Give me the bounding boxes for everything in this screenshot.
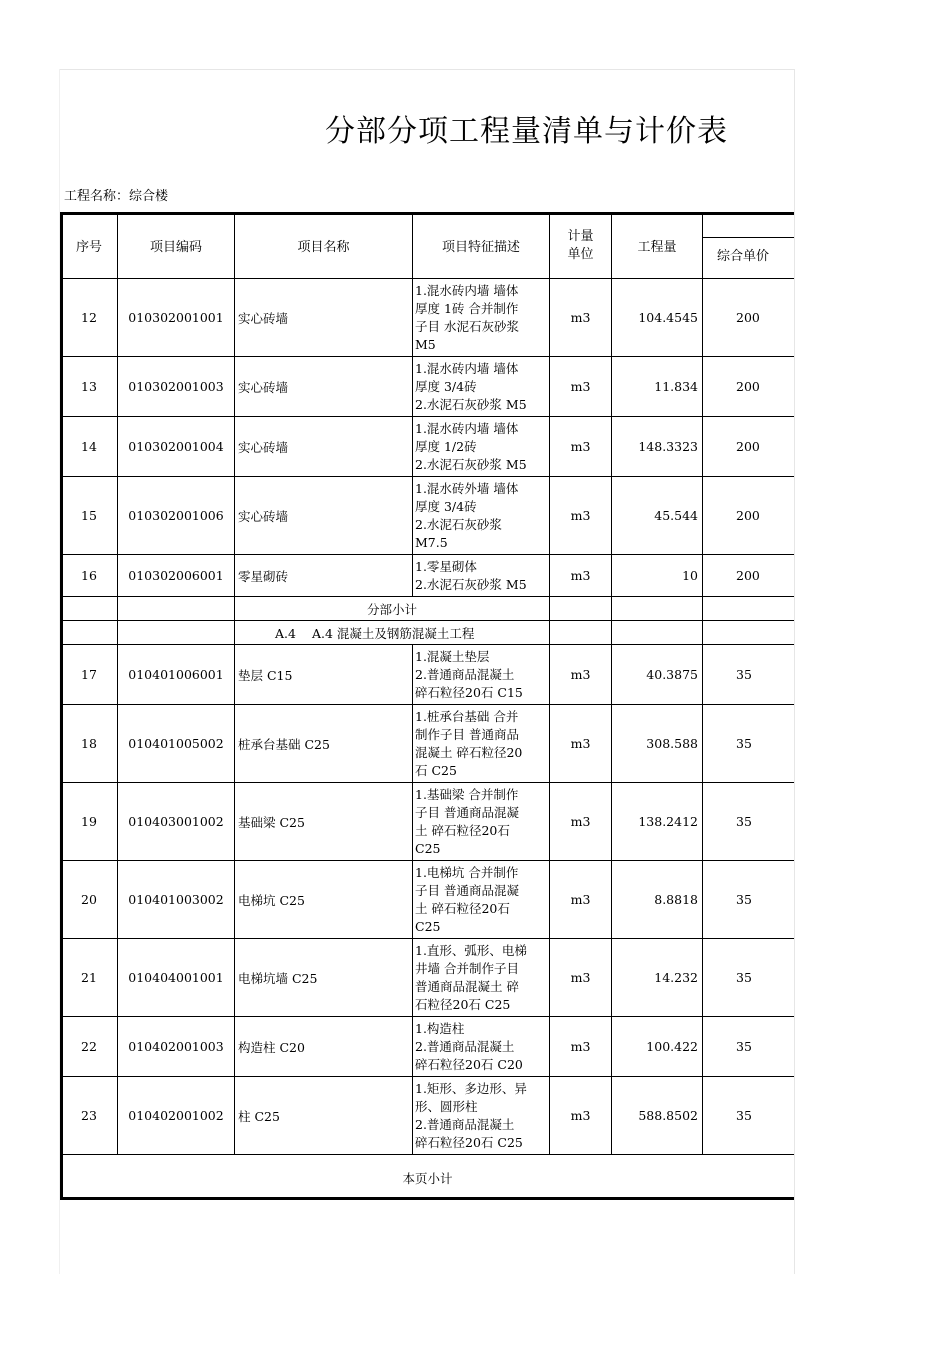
header-code: 项目编码 (118, 213, 235, 279)
bill-table-container (60, 212, 794, 1200)
cell-qty: 100.422 (612, 1017, 703, 1077)
cell-desc-line: 厚度 3/4砖 (415, 378, 477, 394)
cell-desc-line: 1.矩形、多边形、异 (415, 1080, 527, 1096)
cell-desc-line: 厚度 3/4砖 (415, 498, 477, 514)
cell-code: 010402001003 (118, 1017, 235, 1077)
cell-unit: m3 (550, 1017, 612, 1077)
cell-desc (413, 783, 550, 861)
cell-code: 010302006001 (118, 555, 235, 597)
cell-desc-line: 土 碎石粒径20石 (415, 822, 510, 838)
cell-code: 010401006001 (118, 645, 235, 705)
cell-desc-line: 1.直形、弧形、电梯 (415, 942, 527, 958)
table-row (61, 645, 795, 705)
cell-price: 200 (703, 279, 795, 357)
cell-seq: 18 (61, 705, 118, 783)
cell-seq: 20 (61, 861, 118, 939)
cell-desc-line: 1.零星砌体 (415, 558, 477, 574)
cell-qty: 138.2412 (612, 783, 703, 861)
cell-desc-line: 1.混水砖外墙 墙体 (415, 480, 519, 496)
cell-empty (118, 597, 235, 621)
header-unit-line2: 单位 (567, 246, 594, 262)
cell-desc-line: 2.水泥石灰砂浆 M5 (415, 576, 527, 592)
table-row (61, 279, 795, 357)
cell-code: 010402001002 (118, 1077, 235, 1155)
cell-desc-line: 碎石粒径20石 C25 (415, 1134, 523, 1150)
section-code: A.4 (275, 625, 296, 641)
cell-unit: m3 (550, 279, 612, 357)
cell-qty: 11.834 (612, 357, 703, 417)
cell-code: 010302001006 (118, 477, 235, 555)
cell-name: 实心砖墙 (235, 357, 413, 417)
cell-qty: 148.3323 (612, 417, 703, 477)
page-title: 分部分项工程量清单与计价表 (325, 114, 728, 149)
cell-desc-line: 1.混水砖内墙 墙体 (415, 360, 519, 376)
table-row (61, 783, 795, 861)
cell-name: 实心砖墙 (235, 279, 413, 357)
cell-qty: 45.544 (612, 477, 703, 555)
cell-unit: m3 (550, 645, 612, 705)
cell-desc-line: C25 (415, 918, 441, 934)
cell-name: 桩承台基础 C25 (235, 705, 413, 783)
cell-unit: m3 (550, 783, 612, 861)
section-heading-row (61, 621, 795, 645)
cell-code: 010401003002 (118, 861, 235, 939)
cell-qty: 104.4545 (612, 279, 703, 357)
table-row (61, 555, 795, 597)
table-row (61, 861, 795, 939)
bill-table (60, 212, 794, 1199)
cell-name: 构造柱 C20 (235, 1017, 413, 1077)
cell-name: 实心砖墙 (235, 477, 413, 555)
cell-desc-line: 2.普通商品混凝土 (415, 1038, 515, 1054)
cell-desc-line: 碎石粒径20石 C20 (415, 1056, 523, 1072)
cell-price: 35 (703, 783, 795, 861)
cell-empty (703, 621, 795, 645)
cell-desc-line: 厚度 1砖 合并制作 (415, 300, 519, 316)
cell-price: 200 (703, 357, 795, 417)
cell-price: 35 (703, 1077, 795, 1155)
cell-desc (413, 1017, 550, 1077)
page-subtotal-label: 本页小计 (61, 1155, 795, 1199)
cell-code: 010403001002 (118, 783, 235, 861)
cell-seq: 23 (61, 1077, 118, 1155)
cell-desc-line: 1.混凝土垫层 (415, 648, 490, 664)
header-price-cell (703, 213, 795, 279)
cell-seq: 12 (61, 279, 118, 357)
cell-empty (61, 621, 118, 645)
cell-empty (703, 597, 795, 621)
cell-desc (413, 705, 550, 783)
cell-seq: 17 (61, 645, 118, 705)
cell-desc-line: 1.混水砖内墙 墙体 (415, 420, 519, 436)
cell-qty: 40.3875 (612, 645, 703, 705)
cell-unit: m3 (550, 1077, 612, 1155)
cell-desc-line: 制作子目 普通商品 (415, 726, 519, 742)
section-subtotal-row (61, 597, 795, 621)
table-row (61, 357, 795, 417)
cell-empty (612, 621, 703, 645)
cell-price: 35 (703, 705, 795, 783)
cell-desc-line: 1.基础梁 合并制作 (415, 786, 519, 802)
cell-desc-line: 1.混水砖内墙 墙体 (415, 282, 519, 298)
cell-code: 010401005002 (118, 705, 235, 783)
cell-desc-line: 2.普通商品混凝土 (415, 666, 515, 682)
table-row (61, 939, 795, 1017)
cell-qty: 588.8502 (612, 1077, 703, 1155)
cell-name: 电梯坑 C25 (235, 861, 413, 939)
cell-desc-line: 形、圆形柱 (415, 1098, 478, 1114)
cell-qty: 8.8818 (612, 861, 703, 939)
cell-desc-line: 子目 普通商品混凝 (415, 882, 519, 898)
table-row (61, 477, 795, 555)
section-heading (235, 621, 550, 645)
cell-name: 垫层 C15 (235, 645, 413, 705)
header-unit (550, 213, 612, 279)
cell-name: 电梯坑墙 C25 (235, 939, 413, 1017)
cell-desc-line: 2.水泥石灰砂浆 M5 (415, 456, 527, 472)
header-price: 综合单价 (717, 249, 770, 264)
header-name: 项目名称 (235, 213, 413, 279)
cell-price: 200 (703, 417, 795, 477)
sheet-edge-right (794, 69, 795, 1274)
cell-seq: 14 (61, 417, 118, 477)
header-desc: 项目特征描述 (413, 213, 550, 279)
cell-seq: 22 (61, 1017, 118, 1077)
cell-seq: 21 (61, 939, 118, 1017)
cell-desc-line: 井墙 合并制作子目 (415, 960, 519, 976)
cell-desc-line: 1.构造柱 (415, 1020, 465, 1036)
header-unit-line1: 计量 (567, 228, 594, 244)
cell-seq: 19 (61, 783, 118, 861)
cell-code: 010404001001 (118, 939, 235, 1017)
cell-empty (118, 621, 235, 645)
table-row (61, 1077, 795, 1155)
cell-unit: m3 (550, 357, 612, 417)
table-row (61, 417, 795, 477)
cell-desc-line: 2.水泥石灰砂浆 (415, 516, 502, 532)
cell-desc-line: 子目 水泥石灰砂浆 (415, 318, 519, 334)
cell-desc-line: 碎石粒径20石 C15 (415, 684, 523, 700)
cell-name: 基础梁 C25 (235, 783, 413, 861)
section-subtotal-label: 分部小计 (235, 597, 550, 621)
cell-price: 200 (703, 555, 795, 597)
cell-empty (612, 597, 703, 621)
header-price-group (703, 213, 794, 238)
cell-desc-line: C25 (415, 840, 441, 856)
cell-desc-line: 2.普通商品混凝土 (415, 1116, 515, 1132)
cell-desc-line: 石粒径20石 C25 (415, 996, 511, 1012)
cell-desc (413, 861, 550, 939)
sheet-edge-top (60, 69, 795, 70)
cell-price: 35 (703, 939, 795, 1017)
cell-code: 010302001004 (118, 417, 235, 477)
cell-qty: 308.588 (612, 705, 703, 783)
cell-desc-line: M5 (415, 336, 436, 352)
cell-desc-line: 2.水泥石灰砂浆 M5 (415, 396, 527, 412)
cell-seq: 13 (61, 357, 118, 417)
cell-price: 35 (703, 1017, 795, 1077)
cell-empty (61, 597, 118, 621)
cell-seq: 15 (61, 477, 118, 555)
cell-desc (413, 357, 550, 417)
cell-desc (413, 477, 550, 555)
cell-desc-line: 1.电梯坑 合并制作 (415, 864, 519, 880)
cell-name: 柱 C25 (235, 1077, 413, 1155)
cell-desc (413, 555, 550, 597)
cell-unit: m3 (550, 705, 612, 783)
table-row (61, 705, 795, 783)
cell-desc-line: 普通商品混凝土 碎 (415, 978, 519, 994)
cell-code: 010302001001 (118, 279, 235, 357)
cell-qty: 14.232 (612, 939, 703, 1017)
cell-seq: 16 (61, 555, 118, 597)
cell-desc (413, 417, 550, 477)
cell-empty (550, 621, 612, 645)
project-name-label: 工程名称：综合楼 (64, 189, 169, 204)
cell-unit: m3 (550, 477, 612, 555)
table-left-border (60, 212, 63, 1200)
cell-price: 200 (703, 477, 795, 555)
cell-desc (413, 939, 550, 1017)
table-row (61, 1017, 795, 1077)
header-qty: 工程量 (612, 213, 703, 279)
cell-unit: m3 (550, 555, 612, 597)
cell-unit: m3 (550, 939, 612, 1017)
cell-code: 010302001003 (118, 357, 235, 417)
header-seq: 序号 (61, 213, 118, 279)
cell-price: 35 (703, 645, 795, 705)
cell-qty: 10 (612, 555, 703, 597)
cell-desc-line: 子目 普通商品混凝 (415, 804, 519, 820)
cell-unit: m3 (550, 417, 612, 477)
cell-desc-line: M7.5 (415, 534, 448, 550)
page-subtotal-row (61, 1155, 795, 1199)
header-row (61, 213, 795, 279)
cell-price: 35 (703, 861, 795, 939)
cell-empty (550, 597, 612, 621)
cell-desc (413, 279, 550, 357)
cell-name: 实心砖墙 (235, 417, 413, 477)
cell-desc-line: 1.桩承台基础 合并 (415, 708, 519, 724)
cell-desc-line: 混凝土 碎石粒径20 (415, 744, 523, 760)
section-name: A.4 混凝土及钢筋混凝土工程 (311, 625, 475, 641)
cell-desc (413, 1077, 550, 1155)
cell-desc (413, 645, 550, 705)
cell-unit: m3 (550, 861, 612, 939)
cell-desc-line: 石 C25 (415, 762, 457, 778)
cell-desc-line: 厚度 1/2砖 (415, 438, 477, 454)
cell-desc-line: 土 碎石粒径20石 (415, 900, 510, 916)
cell-name: 零星砌砖 (235, 555, 413, 597)
